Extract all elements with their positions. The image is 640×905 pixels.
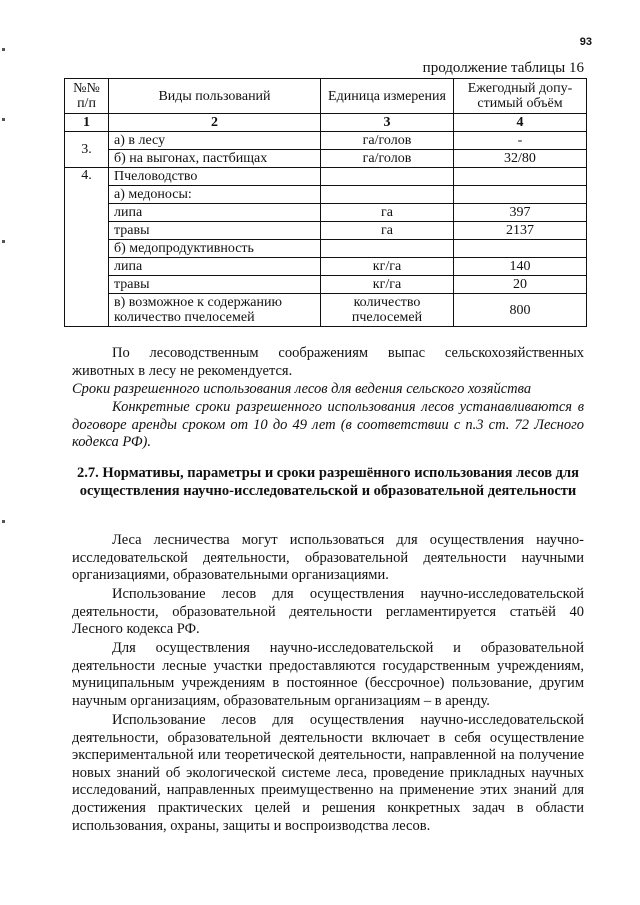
table-header-row [65, 79, 587, 114]
paragraph-grazing: По лесоводственным соображениям выпас сельскохозяйственных животных в лесу не рекомендуется. [72, 345, 584, 379]
row-number: 4. [65, 168, 109, 327]
scan-mark [2, 520, 5, 523]
table-row [65, 186, 587, 204]
row-volume: 20 [454, 276, 587, 294]
row-unit: кг/га [321, 276, 454, 294]
paragraph-allocation: Для осуществления научно-исследовательской и образовательной деятельности лесные участки предоставляются государственным учреждениям, муниципальным учреждениям в постоянное (бессрочное) пользование, другим научным организациям, образовательным организациям – в аренду. [72, 640, 584, 709]
row-volume: 2137 [454, 222, 587, 240]
table-16 [64, 78, 587, 327]
scan-mark [2, 118, 5, 121]
header-num: №№ п/п [65, 79, 109, 114]
row-volume: 800 [454, 294, 587, 327]
row-unit: га [321, 204, 454, 222]
table-row [65, 222, 587, 240]
row-volume: 32/80 [454, 150, 587, 168]
page-number: 93 [579, 36, 592, 48]
row-volume: 397 [454, 204, 587, 222]
row-unit [321, 186, 454, 204]
section-heading: 2.7. Нормативы, параметры и сроки разрешённого использования лесов для осуществления научно-исследовательской и образовательной деятельности [77, 465, 579, 499]
row-volume: 140 [454, 258, 587, 276]
paragraph-terms: Конкретные сроки разрешенного использования лесов устанавливаются в договоре аренды сроком от 10 до 49 лет (в соответствии с п.3 ст. 72 Лесного кодекса РФ). [72, 399, 584, 451]
table-row [65, 150, 587, 168]
paragraph-scope: Использование лесов для осуществления научно-исследовательской деятельности, образовательной деятельности включает в себя осуществление экспериментальной или теоретической деятельности, направленной на получение новых знаний об экологической системе леса, проведение прикладных научных исследований, направленных преимущественно на применение этих знаний для достижения практических целей и решения конкретных задач в области использования, охраны, защиты и воспроизводства лесов. [72, 712, 584, 834]
row-unit: га [321, 222, 454, 240]
paragraph-regulation: Использование лесов для осуществления научно-исследовательской деятельности, образовательной деятельности регламентируется статьёй 40 Лесного кодекса РФ. [72, 586, 584, 638]
row-number: 3. [65, 132, 109, 168]
row-unit [321, 168, 454, 186]
row-unit: количество пчелосемей [321, 294, 454, 327]
table-row [65, 168, 587, 186]
row-unit [321, 240, 454, 258]
row-volume [454, 186, 587, 204]
table-row [65, 294, 587, 327]
row-unit: кг/га [321, 258, 454, 276]
row-kind: а) в лесу [109, 132, 321, 150]
table-row [65, 132, 587, 150]
scan-mark [2, 48, 5, 51]
row-kind: липа [109, 204, 321, 222]
row-volume: - [454, 132, 587, 150]
row-kind: б) на выгонах, пастбищах [109, 150, 321, 168]
row-volume [454, 240, 587, 258]
row-kind: б) медопродуктивность [109, 240, 321, 258]
row-kind: Пчеловодство [109, 168, 321, 186]
table-row [65, 204, 587, 222]
scan-mark [2, 240, 5, 243]
header-unit: Единица измерения [321, 79, 454, 114]
row-unit: га/голов [321, 150, 454, 168]
header-volume: Ежегодный допу-стимый объём [454, 79, 587, 114]
row-volume [454, 168, 587, 186]
row-kind: а) медоносы: [109, 186, 321, 204]
table-row [65, 258, 587, 276]
col-number-1: 1 [65, 114, 109, 132]
paragraph-research-use: Леса лесничества могут использоваться для осуществления научно-исследовательской деятельности, образовательной деятельности научными организациями, образовательными организациями. [72, 532, 584, 584]
col-number-4: 4 [454, 114, 587, 132]
row-kind: травы [109, 276, 321, 294]
row-kind: в) возможное к содержанию количество пчелосемей [109, 294, 321, 327]
paragraph-terms-heading: Сроки разрешенного использования лесов для ведения сельского хозяйства [72, 381, 532, 397]
table-row [65, 240, 587, 258]
column-number-row [65, 114, 587, 132]
header-kind: Виды пользований [109, 79, 321, 114]
row-kind: липа [109, 258, 321, 276]
table-row [65, 276, 587, 294]
col-number-2: 2 [109, 114, 321, 132]
row-kind: травы [109, 222, 321, 240]
row-unit: га/голов [321, 132, 454, 150]
col-number-3: 3 [321, 114, 454, 132]
table-continuation-label: продолжение таблицы 16 [422, 60, 584, 76]
